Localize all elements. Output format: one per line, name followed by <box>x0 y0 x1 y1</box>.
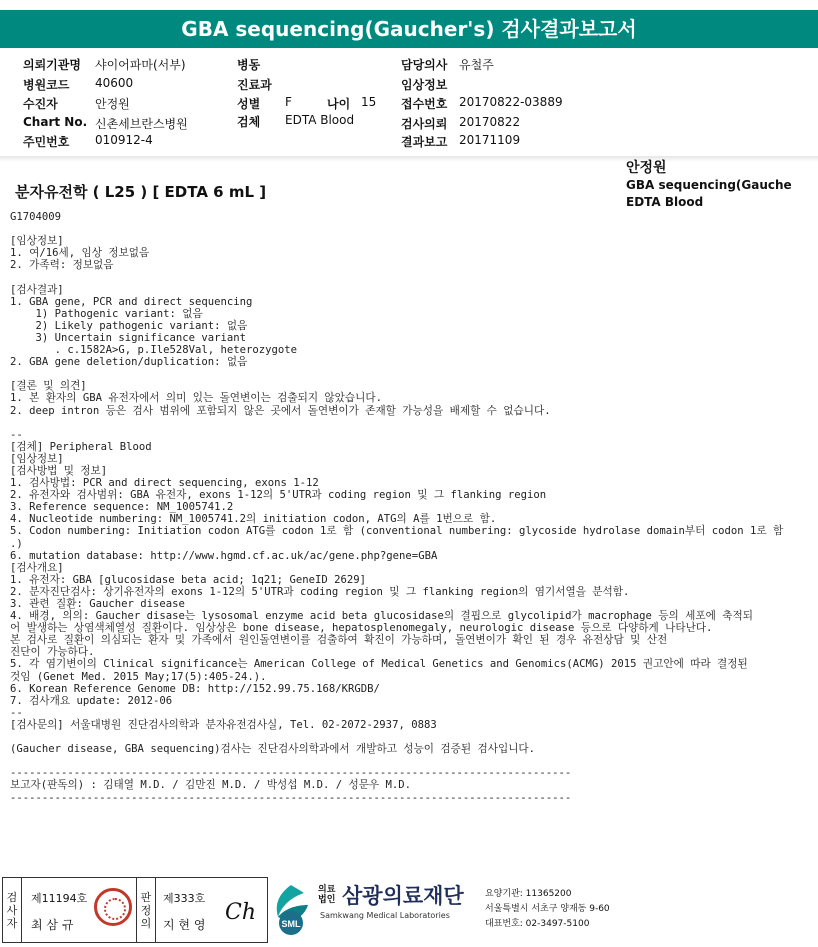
logo-text: SML <box>281 919 301 929</box>
report-line: ---------------------------------------------------------------------------------------- <box>10 791 572 804</box>
report-line <box>10 731 814 743</box>
report-line: 7. 검사개요 update: 2012-06 <box>10 694 173 707</box>
section-title: 분자유전학 ( L25 ) [ EDTA 6 mL ] <box>15 183 267 201</box>
report-line: 것임 (Genet Med. 2015 May;17(5):405-24.). <box>10 670 267 683</box>
report-line <box>10 417 814 429</box>
stamp-name: 안정원 <box>626 160 667 176</box>
label-clinical-info: 임상정보 <box>401 78 448 92</box>
value-resident-no: 010912-4 <box>95 133 153 147</box>
report-line: 2. GBA gene deletion/duplication: 없음 <box>10 356 248 369</box>
report-line: -- <box>10 706 23 719</box>
report-title: GBA sequencing(Gaucher's) 검사결과보고서 <box>0 10 818 48</box>
label-patient: 수진자 <box>23 97 58 111</box>
judge-name: 지 현 영 <box>163 918 206 932</box>
label-ward: 병동 <box>237 58 261 72</box>
label-department: 진료과 <box>237 78 272 92</box>
report-line: . c.1582A>G, p.Ile528Val, heterozygote <box>10 344 298 357</box>
report-line: 1. 검사방법: PCR and direct sequencing, exons 1-12 <box>10 477 319 490</box>
report-line <box>10 223 814 235</box>
report-line: [검사방법 및 정보] <box>10 464 108 477</box>
report-line: [검사개요] <box>10 561 64 574</box>
signature-mark: Ch <box>225 900 257 925</box>
value-receipt-no: 20170822-03889 <box>459 95 563 109</box>
report-line: 1. 여/16세, 임상 정보없음 <box>10 247 150 260</box>
report-line: 2) Likely pathogenic variant: 없음 <box>10 319 248 332</box>
label-resident-no: 주민번호 <box>23 135 70 149</box>
report-line: 3. Reference sequence: NM_1005741.2 <box>10 501 234 514</box>
tester-name: 최 삼 규 <box>31 918 74 932</box>
report-line: 2. 가족력: 정보없음 <box>10 259 114 272</box>
value-specimen: EDTA Blood <box>285 113 355 127</box>
report-line: 5. 각 염기변이의 Clinical significance는 American College of Medical Genetics and Genomics(ACMG) 2015 권고안에 따라 결정된 <box>10 658 748 671</box>
tester-label: 검사자 <box>3 878 22 942</box>
patient-header <box>0 50 818 158</box>
judge-label: 판정의 <box>136 878 156 942</box>
report-line: 1. 본 환자의 GBA 유전자에서 의미 있는 돌연변이는 검출되지 않았습니다. <box>10 392 382 405</box>
org-phone: 대표번호: 02-3497-5100 <box>485 919 590 929</box>
value-sex: F <box>285 95 292 109</box>
value-report-date: 20171109 <box>459 133 521 147</box>
org-name: 삼광의료재단 <box>342 884 464 908</box>
report-line: .) <box>10 537 23 550</box>
report-line: [임상정보] <box>10 235 64 248</box>
label-age: 나이 <box>327 97 351 111</box>
value-request-date: 20170822 <box>459 115 521 129</box>
report-line <box>10 368 814 380</box>
org-english: Samkwang Medical Laboratories <box>320 911 450 920</box>
seal-stamp <box>94 888 132 926</box>
report-line: 3) Uncertain significance variant <box>10 331 246 344</box>
value-doctor: 유철주 <box>459 58 494 72</box>
sml-logo-icon <box>270 883 312 937</box>
signature-box <box>2 877 268 943</box>
footer <box>0 871 818 947</box>
report-line <box>10 755 814 767</box>
report-line: 2. 분자진단검사: 상기유전자의 exons 1-12의 5'UTR과 coding region 및 그 flanking region의 염기서열을 분석함. <box>10 585 630 598</box>
report-line: ---------------------------------------------------------------------------------------- <box>10 767 572 780</box>
judge-license: 제333호 <box>163 892 206 905</box>
report-line: 보고자(판독의) : 김태열 M.D. / 김만진 M.D. / 박성섭 M.D. / 성문우 M.D. <box>10 779 412 792</box>
value-patient: 안정원 <box>95 97 130 111</box>
stamp-specimen: EDTA Blood <box>626 195 704 209</box>
org-address: 서울특별시 서초구 양재동 9-60 <box>485 904 610 914</box>
stamp-test: GBA sequencing(Gauche <box>626 178 792 192</box>
org-type: 의료 법인 <box>318 885 336 905</box>
report-line: 1) Pathogenic variant: 없음 <box>10 307 203 320</box>
report-line: [검사결과] <box>10 283 64 296</box>
report-line: 2. 유전자와 검사범위: GBA 유전자, exons 1-12의 5'UTR과 coding region 및 그 flanking region <box>10 489 547 502</box>
report-line: [임상정보] <box>10 452 64 465</box>
report-line: [결론 및 의견] <box>10 380 87 393</box>
label-hospital-code: 병원코드 <box>23 78 70 92</box>
report-line: (Gaucher disease, GBA sequencing)검사는 진단검사의학과에서 개발하고 성능이 검증된 검사입니다. <box>10 743 536 756</box>
report-line: -- <box>10 428 23 441</box>
report-line: 1. GBA gene, PCR and direct sequencing <box>10 295 253 308</box>
value-age: 15 <box>361 95 377 109</box>
label-report-date: 결과보고 <box>401 135 448 149</box>
org-code: 요양기관: 11365200 <box>485 889 572 899</box>
value-hospital-code: 40600 <box>95 76 134 90</box>
report-line: 6. Korean Reference Genome DB: http://152.99.75.168/KRGDB/ <box>10 682 380 695</box>
report-line: 5. Codon numbering: Initiation codon ATG를 codon 1로 함 (conventional numbering: glycoside hydrolase domain부터 codon 1로 함 <box>10 525 784 538</box>
value-client: 샤이어파마(서부) <box>95 58 186 72</box>
report-line: [검체] Peripheral Blood <box>10 440 152 453</box>
report-line <box>10 271 814 283</box>
report-line: [검사문의] 서울대병원 진단검사의학과 분자유전검사실, Tel. 02-2072-2937, 0883 <box>10 718 437 731</box>
label-sex: 성별 <box>237 97 261 111</box>
report-body <box>10 211 814 804</box>
report-line: 4. Nucleotide numbering: NM_1005741.2의 initiation codon, ATG의 A를 1번으로 함. <box>10 513 497 526</box>
report-line: 어 발생하는 상염색체열성 질환이다. 임상상은 bone disease, hepatosplenomegaly, neurologic disease 등으로 다양하게 나타난다. <box>10 622 713 635</box>
patient-stamp <box>626 160 792 211</box>
value-chart-no: 신촌세브란스병원 <box>95 117 188 131</box>
tester-license: 제11194호 <box>31 892 88 905</box>
report-line: 4. 배경, 의의: Gaucher disase는 lysosomal enzyme acid beta glucosidase의 결핍으로 glycolipid가 macrophage 등의 세포에 축적되 <box>10 610 753 623</box>
label-receipt-no: 접수번호 <box>401 97 448 111</box>
label-request-date: 검사의뢰 <box>401 117 448 131</box>
label-doctor: 담당의사 <box>401 58 448 72</box>
label-specimen: 검체 <box>237 115 261 129</box>
report-line: 6. mutation database: http://www.hgmd.cf.ac.uk/ac/gene.php?gene=GBA <box>10 549 438 562</box>
report-line: 진단이 가능하다. <box>10 646 95 659</box>
report-line: 1. 유전자: GBA [glucosidase beta acid; 1q21; GeneID 2629] <box>10 573 366 586</box>
report-line: 3. 관련 질환: Gaucher disease <box>10 598 185 610</box>
label-chart-no: Chart No. <box>23 115 88 129</box>
label-client: 의뢰기관명 <box>23 58 81 72</box>
report-line: 2. deep intron 등은 검사 범위에 포함되지 않은 곳에서 돌연변이가 존재할 가능성을 배제할 수 없습니다. <box>10 404 551 417</box>
report-line: 본 검사로 질환이 의심되는 환자 및 가족에서 원인돌연변이를 검출하여 확진이 가능하며, 돌연변이가 확인 된 경우 유전상담 및 산전 <box>10 634 668 647</box>
report-line: G1704009 <box>10 211 62 223</box>
